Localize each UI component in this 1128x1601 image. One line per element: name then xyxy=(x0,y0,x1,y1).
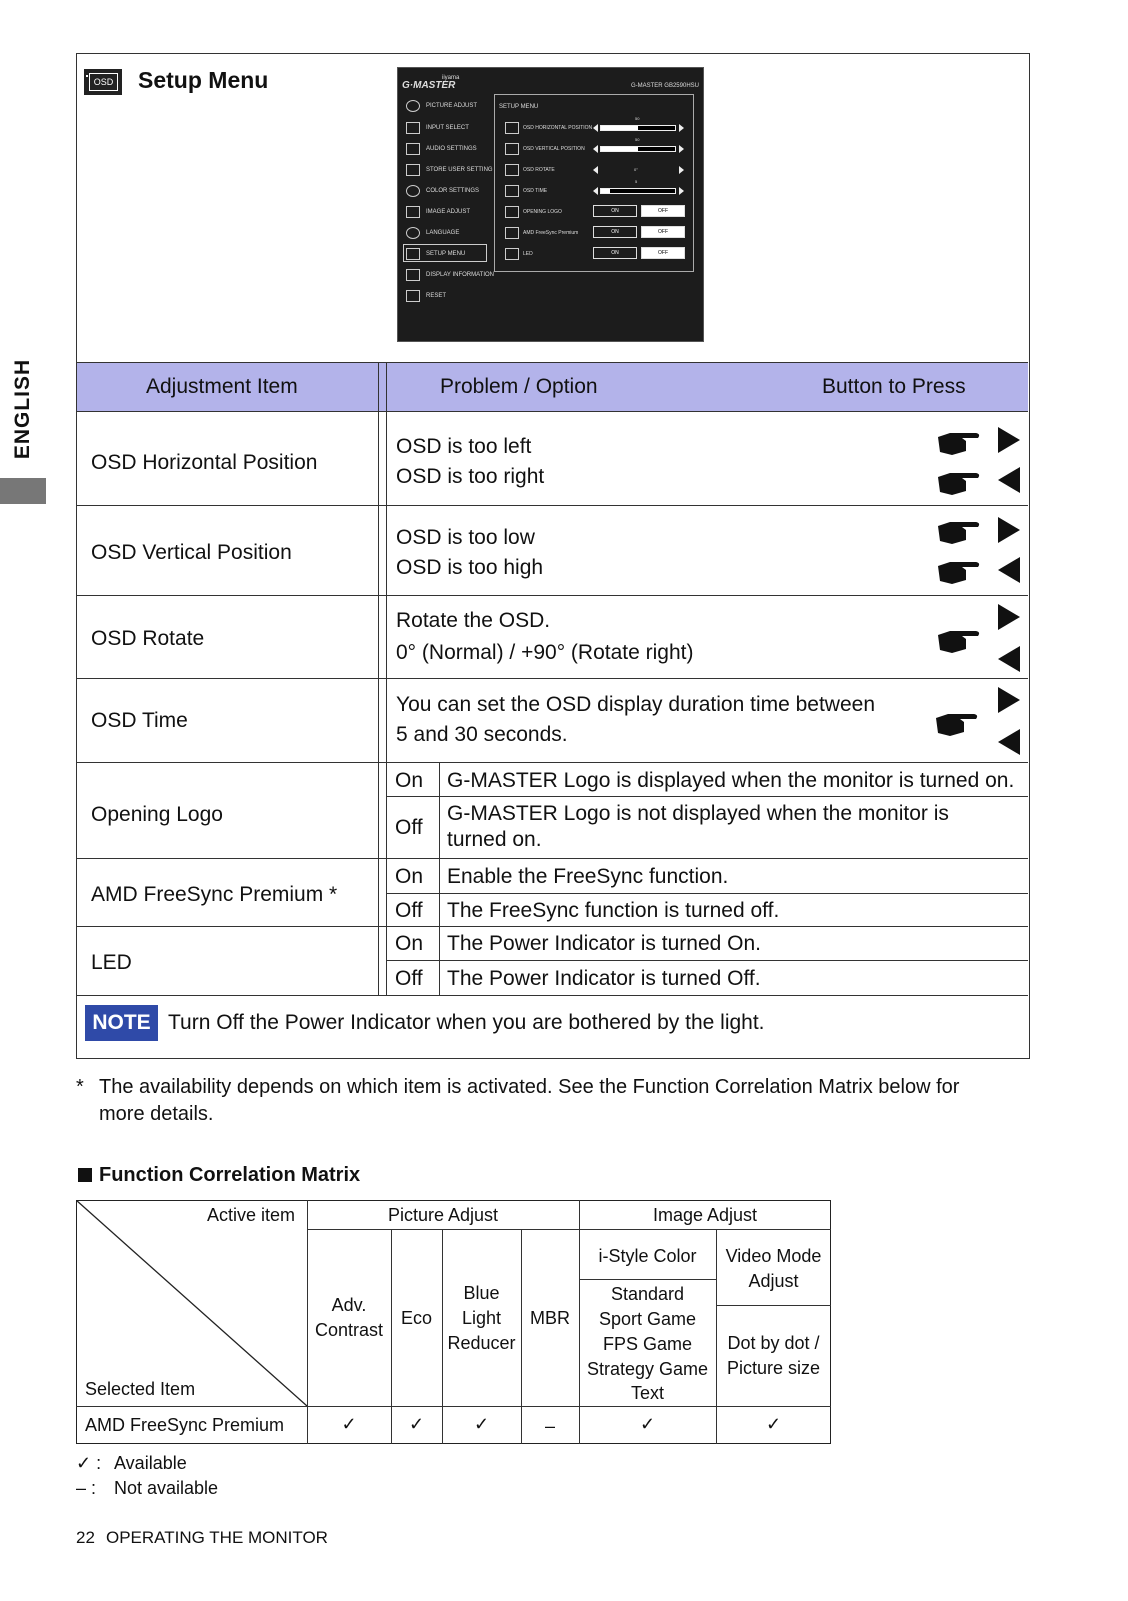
matrix-video-mode-2: Adjust xyxy=(748,1271,799,1291)
matrix-mbr: MBR xyxy=(530,1308,570,1328)
check-icon: ✓ xyxy=(408,1414,425,1434)
logo-off: Off xyxy=(395,816,423,839)
osd-screen-image: iiyama G·MASTER G-MASTER GB2590HSU PICTURE ADJUST INPUT SELECT AUDIO SETTINGS STORE USER SETTING COLOR SETTINGS IMAGE ADJUST LANGUAGE SETUP MENU DISPLAY INFORMATION RESET SETUP MENU OSD HORIZONTAL POSITION 50 OSD VERTICAL POSITION 50 OSD ROTATE 0° OSD TIME 5 OPENING LOGO ON OFF AMD FreeSync Premium ON OFF LED ON OFF xyxy=(397,67,704,342)
led-icon xyxy=(505,248,519,260)
picture-adjust-icon xyxy=(406,100,420,112)
matrix-diagonal xyxy=(76,1200,307,1406)
check-icon: ✓ xyxy=(473,1414,490,1434)
osd-brand: G·MASTER xyxy=(402,80,456,91)
item-amd-freesync: AMD FreeSync Premium * xyxy=(91,883,338,906)
osd-v-pos-icon xyxy=(505,143,519,155)
led-on-desc: The Power Indicator is turned On. xyxy=(447,932,761,955)
vpos-line2: OSD is too high xyxy=(396,556,544,579)
matrix-adv-contrast-2: Contrast xyxy=(314,1320,384,1340)
note-text: Turn Off the Power Indicator when you are bothered by the light. xyxy=(168,1011,765,1034)
matrix-blue-light-3: Reducer xyxy=(447,1333,516,1353)
matrix-video-mode-1: Video Mode xyxy=(725,1246,822,1266)
matrix-image-adjust: Image Adjust xyxy=(652,1205,758,1225)
matrix-video-mode-item: Picture size xyxy=(726,1358,821,1378)
led-off-desc: The Power Indicator is turned Off. xyxy=(447,967,761,990)
hand-pointer-icon xyxy=(934,708,980,738)
matrix-istyle-item: Standard xyxy=(610,1284,685,1304)
right-button-icon xyxy=(998,427,1020,453)
matrix-istyle-item: Sport Game xyxy=(598,1309,697,1329)
hpos-line2: OSD is too right xyxy=(396,465,545,488)
logo-off-desc-2: turned on. xyxy=(447,828,542,851)
time-line1: You can set the OSD display duration time between xyxy=(396,693,876,716)
matrix-video-mode-item: Dot by dot / xyxy=(727,1333,820,1353)
osd-time-bar xyxy=(600,188,676,194)
audio-icon xyxy=(406,143,420,155)
check-icon: ✓ xyxy=(341,1414,357,1434)
matrix-istyle-item: FPS Game xyxy=(602,1334,693,1354)
setup-menu-icon xyxy=(406,248,420,260)
language-icon xyxy=(406,227,420,239)
vpos-line1: OSD is too low xyxy=(396,526,535,549)
note-badge: NOTE xyxy=(85,1005,158,1041)
language-tab xyxy=(0,344,46,474)
matrix-istyle-item: Text xyxy=(630,1383,664,1403)
footnote-line2: more details. xyxy=(99,1103,214,1125)
rotate-line2: 0° (Normal) / +90° (Rotate right) xyxy=(396,641,694,664)
matrix-blue-light-1: Blue xyxy=(463,1283,500,1303)
osd-setup-panel: SETUP MENU OSD HORIZONTAL POSITION 50 OSD VERTICAL POSITION 50 OSD ROTATE 0° OSD TIME 5 OPENING LOGO ON OFF AMD FreeSync Premium ON OFF LED ON OFF xyxy=(494,94,694,272)
hand-pointer-icon xyxy=(936,467,982,497)
rotate-line1: Rotate the OSD. xyxy=(396,609,551,632)
hand-pointer-icon xyxy=(936,625,982,655)
display-info-icon xyxy=(406,269,420,281)
input-select-icon xyxy=(406,122,420,134)
left-button-icon xyxy=(998,729,1020,755)
osd-time-icon xyxy=(505,185,519,197)
left-button-icon xyxy=(998,646,1020,672)
matrix-blue-light-2: Light xyxy=(461,1308,502,1328)
legend-available: Available xyxy=(114,1453,187,1473)
item-osd-time: OSD Time xyxy=(91,709,188,732)
opening-logo-icon xyxy=(505,206,519,218)
matrix-adv-contrast-1: Adv. xyxy=(331,1295,367,1315)
freesync-off: Off xyxy=(395,899,423,922)
osd-h-pos-bar xyxy=(600,125,676,131)
freesync-off-desc: The FreeSync function is turned off. xyxy=(447,899,780,922)
footnote-star: * xyxy=(76,1076,84,1098)
matrix-title: Function Correlation Matrix xyxy=(99,1164,361,1186)
right-button-icon xyxy=(998,604,1020,630)
matrix-eco: Eco xyxy=(400,1308,433,1328)
header-adjustment-item: Adjustment Item xyxy=(146,375,298,398)
check-icon: ✓ xyxy=(639,1414,656,1434)
store-icon xyxy=(406,164,420,176)
freesync-on-desc: Enable the FreeSync function. xyxy=(447,865,729,888)
hand-pointer-icon xyxy=(936,427,982,457)
item-osd-rotate: OSD Rotate xyxy=(91,627,205,650)
hand-pointer-icon xyxy=(936,516,982,546)
right-button-icon xyxy=(998,517,1020,543)
legend-not-available: Not available xyxy=(114,1478,219,1498)
footer-text: OPERATING THE MONITOR xyxy=(106,1528,328,1547)
matrix-selected-item: Selected Item xyxy=(85,1379,196,1399)
legend-na-symbol: – : xyxy=(76,1478,97,1498)
reset-icon xyxy=(406,290,420,302)
image-adjust-icon xyxy=(406,206,420,218)
item-led: LED xyxy=(91,951,132,974)
matrix-picture-adjust: Picture Adjust xyxy=(387,1205,499,1225)
hpos-line1: OSD is too left xyxy=(396,435,532,458)
bullet-square-icon xyxy=(78,1168,92,1182)
left-button-icon xyxy=(998,467,1020,493)
page-number: 22 xyxy=(76,1528,95,1547)
matrix-row-label: AMD FreeSync Premium xyxy=(85,1415,285,1435)
freesync-on: On xyxy=(395,865,424,888)
led-on: On xyxy=(395,932,424,955)
time-line2: 5 and 30 seconds. xyxy=(396,723,568,746)
legend-available-symbol: ✓ : xyxy=(76,1453,102,1473)
item-osd-horizontal-position: OSD Horizontal Position xyxy=(91,451,318,474)
header-problem-option: Problem / Option xyxy=(440,375,598,398)
hand-pointer-icon xyxy=(936,556,982,586)
osd-icon: OSD xyxy=(84,69,122,95)
freesync-icon xyxy=(505,227,519,239)
matrix-active-item: Active item xyxy=(207,1205,296,1225)
dash-icon: – xyxy=(544,1416,555,1436)
language-label: ENGLISH xyxy=(11,358,34,460)
logo-off-desc-1: G-MASTER Logo is not displayed when the monitor is xyxy=(447,802,949,825)
logo-on-desc: G-MASTER Logo is displayed when the monitor is turned on. xyxy=(447,769,1015,792)
osd-brand-small: iiyama xyxy=(442,75,460,81)
color-icon xyxy=(406,185,420,197)
left-button-icon xyxy=(998,557,1020,583)
osd-h-pos-icon xyxy=(505,122,519,134)
item-osd-vertical-position: OSD Vertical Position xyxy=(91,541,292,564)
check-icon: ✓ xyxy=(765,1414,782,1434)
matrix-istyle-color: i-Style Color xyxy=(598,1246,697,1266)
matrix-istyle-item: Strategy Game xyxy=(586,1359,709,1379)
osd-rotate-icon xyxy=(505,164,519,176)
osd-v-pos-bar xyxy=(600,146,676,152)
led-off: Off xyxy=(395,967,423,990)
header-button-to-press: Button to Press xyxy=(822,375,966,398)
osd-model: G-MASTER GB2590HSU xyxy=(630,83,699,89)
logo-on: On xyxy=(395,769,424,792)
language-tab-bar xyxy=(0,478,46,504)
section-title: Setup Menu xyxy=(138,67,269,93)
footnote-line1: The availability depends on which item is activated. See the Function Correlation Matrix below for xyxy=(99,1076,960,1098)
right-button-icon xyxy=(998,687,1020,713)
item-opening-logo: Opening Logo xyxy=(91,803,223,826)
